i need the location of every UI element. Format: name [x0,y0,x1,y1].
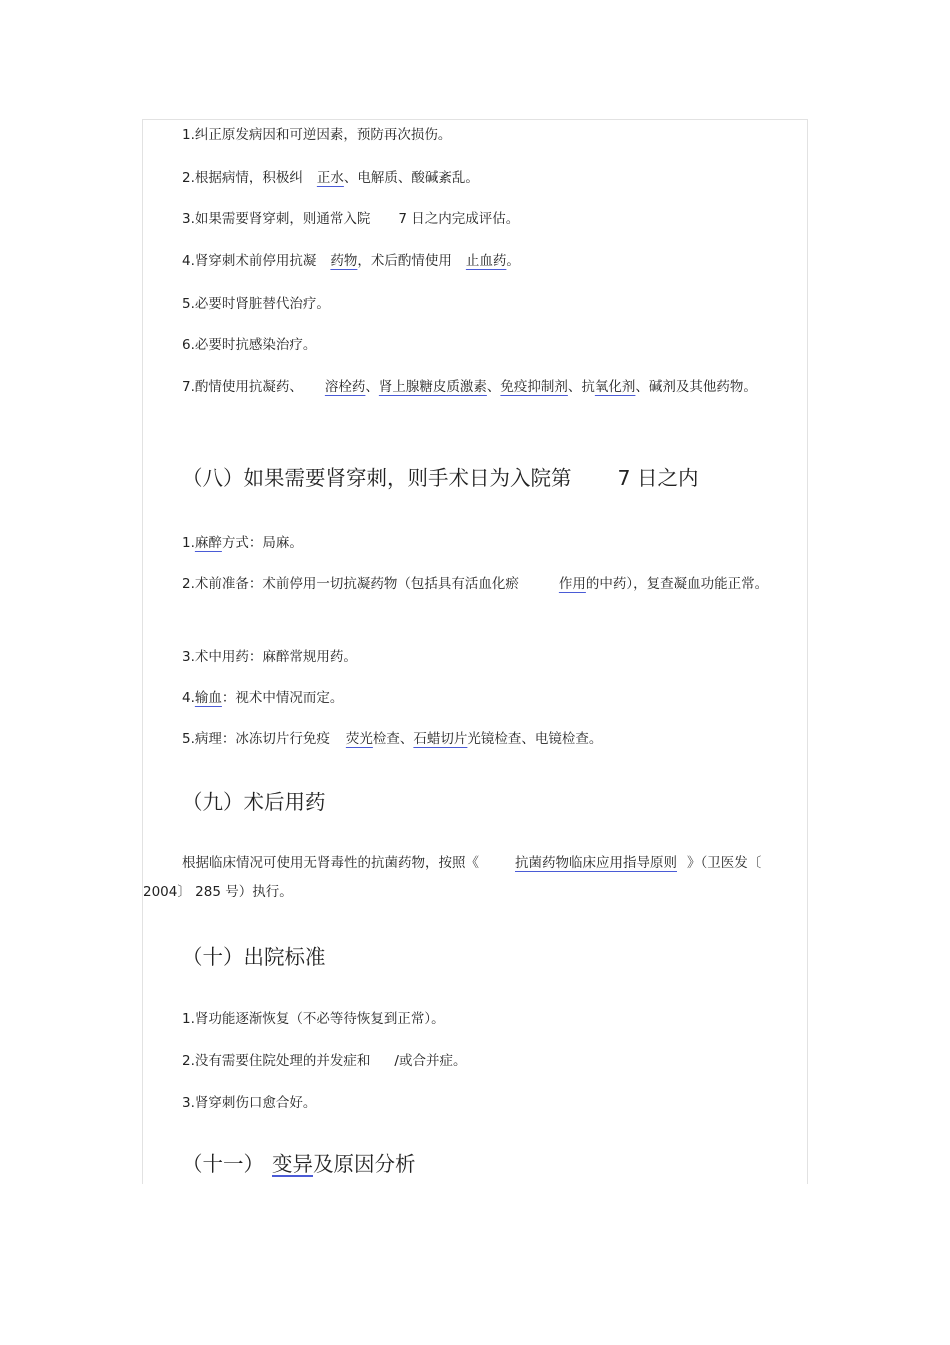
link-term[interactable]: 作用 [558,576,586,592]
section-heading: （八）如果需要肾穿刺，则手术日为入院第 7 日之内 [182,466,699,490]
section-heading: （十）出院标准 [182,945,326,969]
link-term[interactable]: 正水 [316,170,344,186]
link-term[interactable]: 变异 [272,1152,313,1176]
list-item: 2.没有需要住院处理的并发症和 /或合并症。 [182,1053,467,1069]
list-item: 7.酌情使用抗凝药、 溶栓药、肾上腺糖皮质激素、免疫抑制剂、抗氧化剂、碱剂及其他药物。 [182,379,757,395]
list-item: 2.根据病情，积极纠 正水、电解质、酸碱紊乱。 [182,170,479,186]
list-item: 5.必要时肾脏替代治疗。 [182,296,330,312]
link-term[interactable]: 止血药 [465,253,507,269]
list-item: 1.肾功能逐渐恢复（不必等待恢复到正常）。 [182,1011,445,1027]
link-term[interactable]: 溶栓药 [324,379,366,395]
list-item: 3.如果需要肾穿刺，则通常入院 7 日之内完成评估。 [182,211,520,227]
link-term[interactable]: 氧化剂 [594,379,636,395]
link-term[interactable]: 抗菌药物临床应用指导原则 [515,855,677,871]
link-term[interactable]: 肾上腺糖皮质激素 [378,379,487,395]
list-item: 4.输血：视术中情况而定。 [182,690,344,706]
link-term[interactable]: 石蜡切片 [413,731,468,747]
link-term[interactable]: 荧光 [345,731,373,747]
list-item: 3.肾穿刺伤口愈合好。 [182,1095,317,1111]
list-item: 3.术中用药：麻醉常规用药。 [182,649,357,665]
link-term[interactable]: 输血 [194,690,222,706]
paragraph: 根据临床情况可使用无肾毒性的抗菌药物，按照《 抗菌药物临床应用指导原则 》（卫医发〔 2004〕 285 号）执行。 [143,855,762,900]
list-item: 1.纠正原发病因和可逆因素，预防再次损伤。 [182,127,452,143]
link-term[interactable]: 麻醉 [194,535,222,551]
list-item: 4.肾穿刺术前停用抗凝 药物，术后酌情使用 止血药。 [182,253,520,269]
link-term[interactable]: 免疫抑制剂 [500,379,568,395]
link-term[interactable]: 药物 [330,253,358,269]
list-item: 2.术前准备：术前停用一切抗凝药物（包括具有活血化瘀 作用的中药），复查凝血功能正常。 [182,576,769,592]
list-item: 6.必要时抗感染治疗。 [182,337,317,353]
list-item: 5.病理：冰冻切片行免疫 荧光检查、石蜡切片光镜检查、电镜检查。 [182,731,603,747]
section-heading: （十一） 变异及原因分析 [182,1152,416,1176]
list-item: 1.麻醉方式：局麻。 [182,535,303,551]
section-heading: （九）术后用药 [182,790,326,814]
